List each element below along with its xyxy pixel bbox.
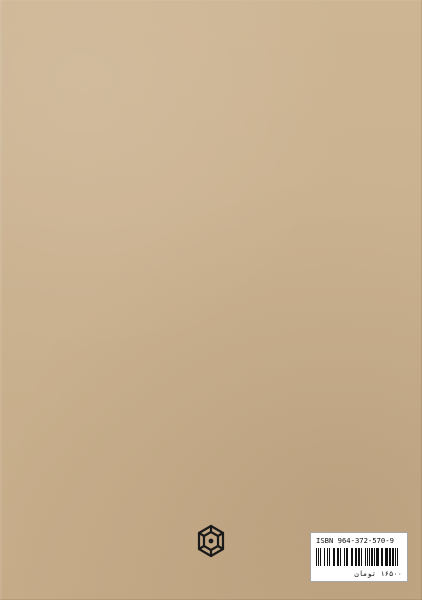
barcode xyxy=(316,548,402,566)
isbn-text: ISBN 964-372-570-9 xyxy=(316,537,394,545)
back-cover-text xyxy=(56,86,366,516)
isbn-barcode-panel xyxy=(310,532,408,582)
publisher-logo-icon xyxy=(194,524,228,558)
barcode-space xyxy=(398,548,400,566)
price-text: ۱۶۵۰۰ تومان xyxy=(354,568,402,578)
